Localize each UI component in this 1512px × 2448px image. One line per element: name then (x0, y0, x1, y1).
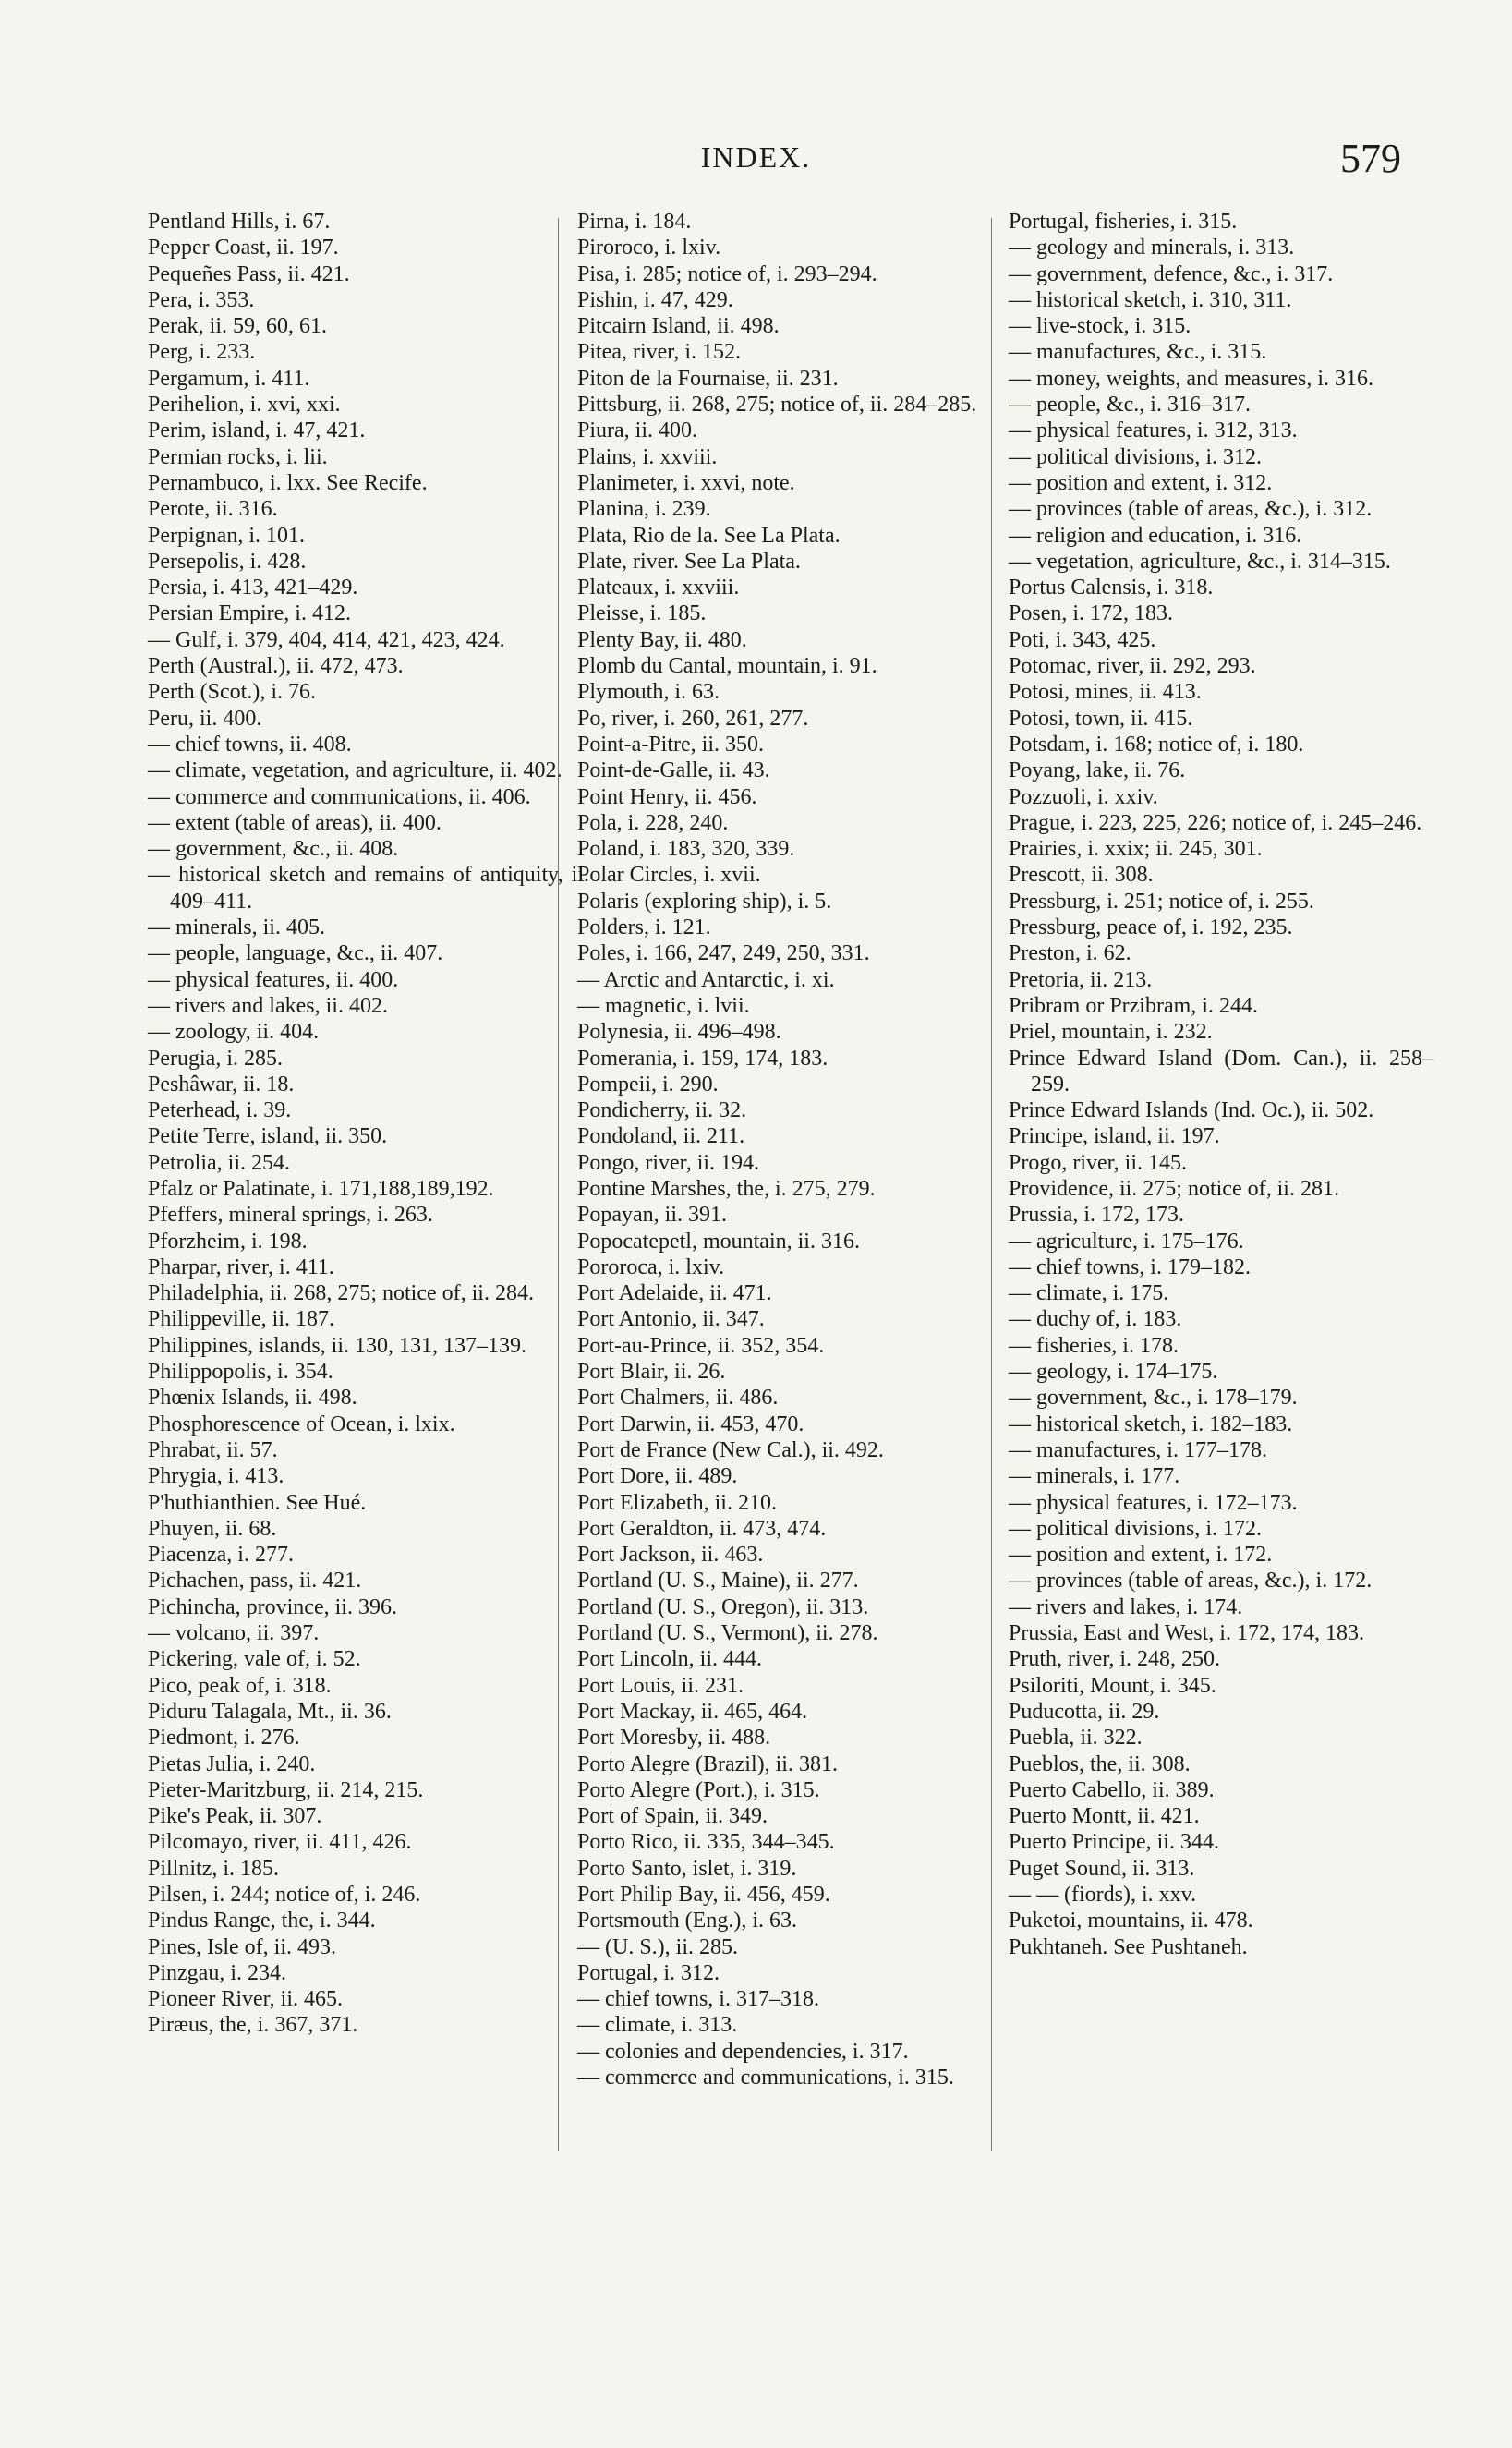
index-entry: Perihelion, i. xvi, xxi. (148, 393, 341, 418)
index-entry: — commerce and communications, i. 315. (577, 2066, 954, 2090)
index-entry: — magnetic, i. lvii. (577, 993, 750, 1018)
index-entry: — position and extent, i. 172. (1009, 1543, 1273, 1568)
index-entry: — government, defence, &c., i. 317. (1009, 261, 1334, 286)
index-entry: Philippeville, ii. 187. (148, 1307, 334, 1332)
index-entry: — chief towns, i. 317–318. (577, 1987, 819, 2012)
index-entry: Potomac, river, ii. 292, 293. (1009, 654, 1256, 679)
index-entry: Port Jackson, ii. 463. (577, 1543, 764, 1568)
index-entry: — government, &c., ii. 408. (148, 837, 399, 862)
column-divider (558, 218, 559, 2151)
index-entry: Principe, island, ii. 197. (1009, 1124, 1220, 1149)
index-entry: Prince Edward Island (Dom. Can.), ii. 258–259. (1009, 1046, 1433, 1097)
index-entry: Piton de la Fournaise, ii. 231. (577, 366, 839, 391)
index-entry: Puerto Cabello, ii. 389. (1009, 1777, 1215, 1802)
index-entry: Pressburg, peace of, i. 192, 235. (1009, 915, 1293, 940)
index-entry: Phrygia, i. 413. (148, 1464, 284, 1489)
index-entry: Prussia, East and West, i. 172, 174, 183. (1009, 1621, 1364, 1646)
index-entry: Prescott, ii. 308. (1009, 863, 1154, 888)
index-entry: Pressburg, i. 251; notice of, i. 255. (1009, 889, 1314, 914)
index-entry: Plata, Rio de la. See La Plata. (577, 523, 841, 548)
index-entry: Perote, ii. 316. (148, 497, 278, 522)
index-entry: — climate, vegetation, and agriculture, ii. 402. (148, 758, 562, 783)
index-entry: Portugal, fisheries, i. 315. (1009, 210, 1238, 234)
index-entry: Phuyen, ii. 68. (148, 1516, 277, 1541)
index-entry: Port Darwin, ii. 453, 470. (577, 1412, 804, 1436)
index-entry: Perugia, i. 285. (148, 1046, 283, 1071)
index-entry: — minerals, ii. 405. (148, 915, 325, 940)
index-entry: — climate, i. 175. (1009, 1281, 1169, 1306)
index-entry: — agriculture, i. 175–176. (1009, 1229, 1244, 1254)
index-entry: Pribram or Przibram, i. 244. (1009, 993, 1258, 1018)
index-entry: Point-a-Pitre, ii. 350. (577, 732, 764, 757)
index-entry: Port Antonio, ii. 347. (577, 1307, 765, 1332)
index-entry: Piduru Talagala, Mt., ii. 36. (148, 1699, 392, 1724)
index-entry: Pola, i. 228, 240. (577, 810, 729, 835)
index-entry: — physical features, ii. 400. (148, 967, 399, 992)
page-title: INDEX. (700, 140, 812, 174)
index-entry: Pequeñes Pass, ii. 421. (148, 261, 350, 286)
index-entry: Port Elizabeth, ii. 210. (577, 1490, 777, 1515)
index-entry: Pilsen, i. 244; notice of, i. 246. (148, 1883, 421, 1907)
index-entry: Perth (Scot.), i. 76. (148, 680, 316, 705)
index-entry: Polynesia, ii. 496–498. (577, 1020, 781, 1045)
index-column-2 (577, 209, 984, 2090)
index-entry: Pico, peak of, i. 318. (148, 1673, 332, 1698)
index-entry: — manufactures, &c., i. 315. (1009, 340, 1267, 365)
index-entry: P'huthianthien. See Hué. (148, 1490, 367, 1515)
index-entry: Philadelphia, ii. 268, 275; notice of, ii. 284. (148, 1281, 534, 1306)
index-entry: Plymouth, i. 63. (577, 680, 720, 705)
index-entry: — money, weights, and measures, i. 316. (1009, 366, 1374, 391)
index-entry: Polar Circles, i. xvii. (577, 863, 761, 888)
index-entry: Plateaux, i. xxviii. (577, 576, 740, 600)
index-entry: Pfalz or Palatinate, i. 171,188,189,192. (148, 1176, 494, 1201)
page-number: 579 (1340, 136, 1401, 181)
index-entry: Puebla, ii. 322. (1009, 1726, 1143, 1751)
index-entry: — volcano, ii. 397. (148, 1621, 320, 1646)
index-entry: Pishin, i. 47, 429. (577, 287, 733, 312)
index-entry: Pukhtaneh. See Pushtaneh. (1009, 1934, 1248, 1959)
index-entry: — colonies and dependencies, i. 317. (577, 2039, 909, 2064)
index-entry: Pruth, river, i. 248, 250. (1009, 1647, 1221, 1672)
index-entry: — people, &c., i. 316–317. (1009, 393, 1251, 418)
index-entry: Port Adelaide, ii. 471. (577, 1281, 772, 1306)
index-entry: Plenty Bay, ii. 480. (577, 627, 747, 652)
index-entry: Pinzgau, i. 234. (148, 1960, 286, 1985)
index-entry: Port Mackay, ii. 465, 464. (577, 1699, 808, 1724)
index-entry: — people, language, &c., ii. 407. (148, 941, 443, 966)
index-entry: Port Lincoln, ii. 444. (577, 1647, 762, 1672)
index-entry: Portus Calensis, i. 318. (1009, 576, 1214, 600)
index-entry: — geology, i. 174–175. (1009, 1360, 1218, 1385)
index-entry: Point-de-Galle, ii. 43. (577, 758, 770, 783)
index-entry: — extent (table of areas), ii. 400. (148, 810, 442, 835)
index-entry: Piroroco, i. lxiv. (577, 236, 721, 261)
index-entry: Pharpar, river, i. 411. (148, 1254, 334, 1279)
index-entry: Poti, i. 343, 425. (1009, 627, 1156, 652)
index-entry: Point Henry, ii. 456. (577, 784, 757, 809)
index-entry: — minerals, i. 177. (1009, 1464, 1180, 1489)
index-entry: Psiloriti, Mount, i. 345. (1009, 1673, 1216, 1698)
index-entry: Port Philip Bay, ii. 456, 459. (577, 1883, 830, 1907)
index-entry: — live-stock, i. 315. (1009, 314, 1191, 339)
index-entry: Planimeter, i. xxvi, note. (577, 470, 795, 495)
index-entry: Pondoland, ii. 211. (577, 1124, 745, 1149)
index-entry: Pozzuoli, i. xxiv. (1009, 784, 1158, 809)
index-entry: Perim, island, i. 47, 421. (148, 418, 366, 443)
index-entry: Peterhead, i. 39. (148, 1098, 292, 1123)
index-entry: Perak, ii. 59, 60, 61. (148, 314, 327, 339)
index-entry: — government, &c., i. 178–179. (1009, 1386, 1298, 1411)
index-entry: Portland (U. S., Maine), ii. 277. (577, 1569, 859, 1594)
index-entry: Poles, i. 166, 247, 249, 250, 331. (577, 941, 870, 966)
index-entry: — climate, i. 313. (577, 2013, 738, 2038)
index-entry: — Gulf, i. 379, 404, 414, 421, 423, 424. (148, 627, 505, 652)
index-entry: Persepolis, i. 428. (148, 549, 307, 574)
index-entry: Piacenza, i. 277. (148, 1543, 294, 1568)
index-entry: Port-au-Prince, ii. 352, 354. (577, 1333, 825, 1358)
index-entry: Pleisse, i. 185. (577, 601, 707, 626)
index-entry: Pororoca, i. lxiv. (577, 1254, 725, 1279)
index-entry: Pergamum, i. 411. (148, 366, 310, 391)
index-entry: Portsmouth (Eng.), i. 63. (577, 1909, 797, 1933)
index-entry: Phrabat, ii. 57. (148, 1437, 278, 1462)
index-entry: — duchy of, i. 183. (1009, 1307, 1182, 1332)
index-entry: Puketoi, mountains, ii. 478. (1009, 1909, 1253, 1933)
index-entry: Prussia, i. 172, 173. (1009, 1203, 1185, 1228)
index-entry: — position and extent, i. 312. (1009, 470, 1273, 495)
index-entry: — provinces (table of areas, &c.), i. 172. (1009, 1569, 1373, 1594)
index-entry: Pretoria, ii. 213. (1009, 967, 1153, 992)
index-entry: Port Moresby, ii. 488. (577, 1726, 771, 1751)
index-entry: — (U. S.), ii. 285. (577, 1934, 738, 1959)
index-entry: Pilcomayo, river, ii. 411, 426. (148, 1830, 412, 1855)
index-entry: Pichachen, pass, ii. 421. (148, 1569, 362, 1594)
index-entry: Pentland Hills, i. 67. (148, 210, 331, 234)
index-entry: Pietas Julia, i. 240. (148, 1751, 316, 1776)
index-entry: Permian rocks, i. lii. (148, 444, 328, 469)
index-entry: Po, river, i. 260, 261, 277. (577, 706, 809, 731)
index-entry: — physical features, i. 312, 313. (1009, 418, 1298, 443)
index-entry: Port Geraldton, ii. 473, 474. (577, 1516, 827, 1541)
index-entry: Pomerania, i. 159, 174, 183. (577, 1046, 829, 1071)
index-entry: Puerto Montt, ii. 421. (1009, 1804, 1200, 1829)
index-entry: Pitea, river, i. 152. (577, 340, 741, 365)
index-entry: Piedmont, i. 276. (148, 1726, 300, 1751)
index-entry: Persia, i. 413, 421–429. (148, 576, 358, 600)
index-entry: Pindus Range, the, i. 344. (148, 1909, 376, 1933)
index-entry: Petrolia, ii. 254. (148, 1150, 290, 1175)
index-entry: Prague, i. 223, 225, 226; notice of, i. 245–246. (1009, 810, 1422, 835)
index-entry: Port Dore, ii. 489. (577, 1464, 738, 1489)
index-entry: Planina, i. 239. (577, 497, 711, 522)
index-entry: Priel, mountain, i. 232. (1009, 1020, 1213, 1045)
index-entry: — historical sketch, i. 182–183. (1009, 1412, 1293, 1436)
index-entry: Port Blair, ii. 26. (577, 1360, 726, 1385)
index-entry: Porto Alegre (Port.), i. 315. (577, 1777, 820, 1802)
index-entry: Poyang, lake, ii. 76. (1009, 758, 1186, 783)
index-entry: Pondicherry, ii. 32. (577, 1098, 747, 1123)
index-entry: Perpignan, i. 101. (148, 523, 305, 548)
index-entry: — commerce and communications, ii. 406. (148, 784, 531, 809)
index-entry: Potsdam, i. 168; notice of, i. 180. (1009, 732, 1304, 757)
index-entry: Pines, Isle of, ii. 493. (148, 1934, 336, 1959)
index-entry: Providence, ii. 275; notice of, ii. 281. (1009, 1176, 1339, 1201)
index-entry: Pueblos, the, ii. 308. (1009, 1751, 1191, 1776)
index-entry: Port of Spain, ii. 349. (577, 1804, 768, 1829)
index-column-1 (148, 209, 589, 2039)
index-entry: Piura, ii. 400. (577, 418, 697, 443)
index-entry: Port Chalmers, ii. 486. (577, 1386, 779, 1411)
index-entry: Pepper Coast, ii. 197. (148, 236, 339, 261)
index-entry: Port de France (New Cal.), ii. 492. (577, 1437, 884, 1462)
index-entry: Pike's Peak, ii. 307. (148, 1804, 322, 1829)
index-entry: Porto Santo, islet, i. 319. (577, 1856, 797, 1881)
index-entry: — — (fiords), i. xxv. (1009, 1883, 1197, 1907)
index-entry: Prairies, i. xxix; ii. 245, 301. (1009, 837, 1263, 862)
index-entry: — Arctic and Antarctic, i. xi. (577, 967, 835, 992)
index-entry: Plomb du Cantal, mountain, i. 91. (577, 654, 877, 679)
index-entry: — chief towns, i. 179–182. (1009, 1254, 1251, 1279)
index-entry: Potosi, town, ii. 415. (1009, 706, 1193, 731)
index-entry: Popocatepetl, mountain, ii. 316. (577, 1229, 860, 1254)
index-entry: Progo, river, ii. 145. (1009, 1150, 1188, 1175)
index-entry: Philippines, islands, ii. 130, 131, 137–139. (148, 1333, 527, 1358)
index-entry: — physical features, i. 172–173. (1009, 1490, 1298, 1515)
index-entry: — religion and education, i. 316. (1009, 523, 1302, 548)
index-entry: Pera, i. 353. (148, 287, 255, 312)
index-entry: Puget Sound, ii. 313. (1009, 1856, 1195, 1881)
index-entry: Plate, river. See La Plata. (577, 549, 801, 574)
index-entry: Pickering, vale of, i. 52. (148, 1647, 361, 1672)
index-entry: Port Louis, ii. 231. (577, 1673, 744, 1698)
index-entry: Pioneer River, ii. 465. (148, 1987, 344, 2012)
index-entry: Persian Empire, i. 412. (148, 601, 351, 626)
index-column-3 (1009, 209, 1433, 1960)
index-entry: Pompeii, i. 290. (577, 1072, 719, 1097)
index-entry: Posen, i. 172, 183. (1009, 601, 1174, 626)
index-entry: Porto Rico, ii. 335, 344–345. (577, 1830, 835, 1855)
index-entry: — vegetation, agriculture, &c., i. 314–315. (1009, 549, 1391, 574)
index-entry: — provinces (table of areas, &c.), i. 312. (1009, 497, 1373, 522)
index-entry: — political divisions, i. 312. (1009, 444, 1262, 469)
index-entry: Puerto Principe, ii. 344. (1009, 1830, 1219, 1855)
index-entry: — political divisions, i. 172. (1009, 1516, 1262, 1541)
index-entry: Poland, i. 183, 320, 339. (577, 837, 795, 862)
index-entry: Petite Terre, island, ii. 350. (148, 1124, 388, 1149)
index-entry: — historical sketch and remains of antiquity, ii. 409–411. (148, 863, 589, 914)
index-entry: Portugal, i. 312. (577, 1960, 720, 1985)
index-entry: — chief towns, ii. 408. (148, 732, 352, 757)
index-entry: Pfeffers, mineral springs, i. 263. (148, 1203, 433, 1228)
index-entry: Puducotta, ii. 29. (1009, 1699, 1160, 1724)
index-entry: Pongo, river, ii. 194. (577, 1150, 760, 1175)
index-entry: Phosphorescence of Ocean, i. lxix. (148, 1412, 455, 1436)
index-entry: Pforzheim, i. 198. (148, 1229, 308, 1254)
index-entry: Philippopolis, i. 354. (148, 1360, 333, 1385)
index-entry: — rivers and lakes, ii. 402. (148, 993, 388, 1018)
index-entry: Pirna, i. 184. (577, 210, 692, 234)
index-entry: Perth (Austral.), ii. 472, 473. (148, 654, 404, 679)
index-entry: Pernambuco, i. lxx. See Recife. (148, 470, 428, 495)
index-entry: Pisa, i. 285; notice of, i. 293–294. (577, 261, 877, 286)
index-entry: — geology and minerals, i. 313. (1009, 236, 1295, 261)
column-divider (991, 218, 992, 2151)
index-entry: Plains, i. xxviii. (577, 444, 718, 469)
index-entry: Pichincha, province, ii. 396. (148, 1594, 397, 1619)
index-entry: Portland (U. S., Oregon), ii. 313. (577, 1594, 869, 1619)
index-entry: Perg, i. 233. (148, 340, 256, 365)
index-entry: Piræus, the, i. 367, 371. (148, 2013, 358, 2038)
index-entry: Porto Alegre (Brazil), ii. 381. (577, 1751, 838, 1776)
index-entry: — fisheries, i. 178. (1009, 1333, 1179, 1358)
index-entry: Prince Edward Islands (Ind. Oc.), ii. 502. (1009, 1098, 1374, 1123)
index-entry: Pieter-Maritzburg, ii. 214, 215. (148, 1777, 424, 1802)
index-entry: — rivers and lakes, i. 174. (1009, 1594, 1243, 1619)
index-entry: Peru, ii. 400. (148, 706, 262, 731)
index-entry: — historical sketch, i. 310, 311. (1009, 287, 1292, 312)
index-entry: Pittsburg, ii. 268, 275; notice of, ii. 284–285. (577, 393, 977, 418)
index-entry: Popayan, ii. 391. (577, 1203, 727, 1228)
index-entry: Preston, i. 62. (1009, 941, 1131, 966)
index-entry: Portland (U. S., Vermont), ii. 278. (577, 1621, 878, 1646)
index-entry: Pitcairn Island, ii. 498. (577, 314, 780, 339)
index-entry: Potosi, mines, ii. 413. (1009, 680, 1202, 705)
index-entry: — zoology, ii. 404. (148, 1020, 320, 1045)
index-entry: Phœnix Islands, ii. 498. (148, 1386, 357, 1411)
index-entry: Pontine Marshes, the, i. 275, 279. (577, 1176, 876, 1201)
index-entry: — manufactures, i. 177–178. (1009, 1437, 1267, 1462)
index-entry: Pillnitz, i. 185. (148, 1856, 280, 1881)
index-entry: Peshâwar, ii. 18. (148, 1072, 295, 1097)
index-entry: Polaris (exploring ship), i. 5. (577, 889, 832, 914)
index-entry: Polders, i. 121. (577, 915, 711, 940)
